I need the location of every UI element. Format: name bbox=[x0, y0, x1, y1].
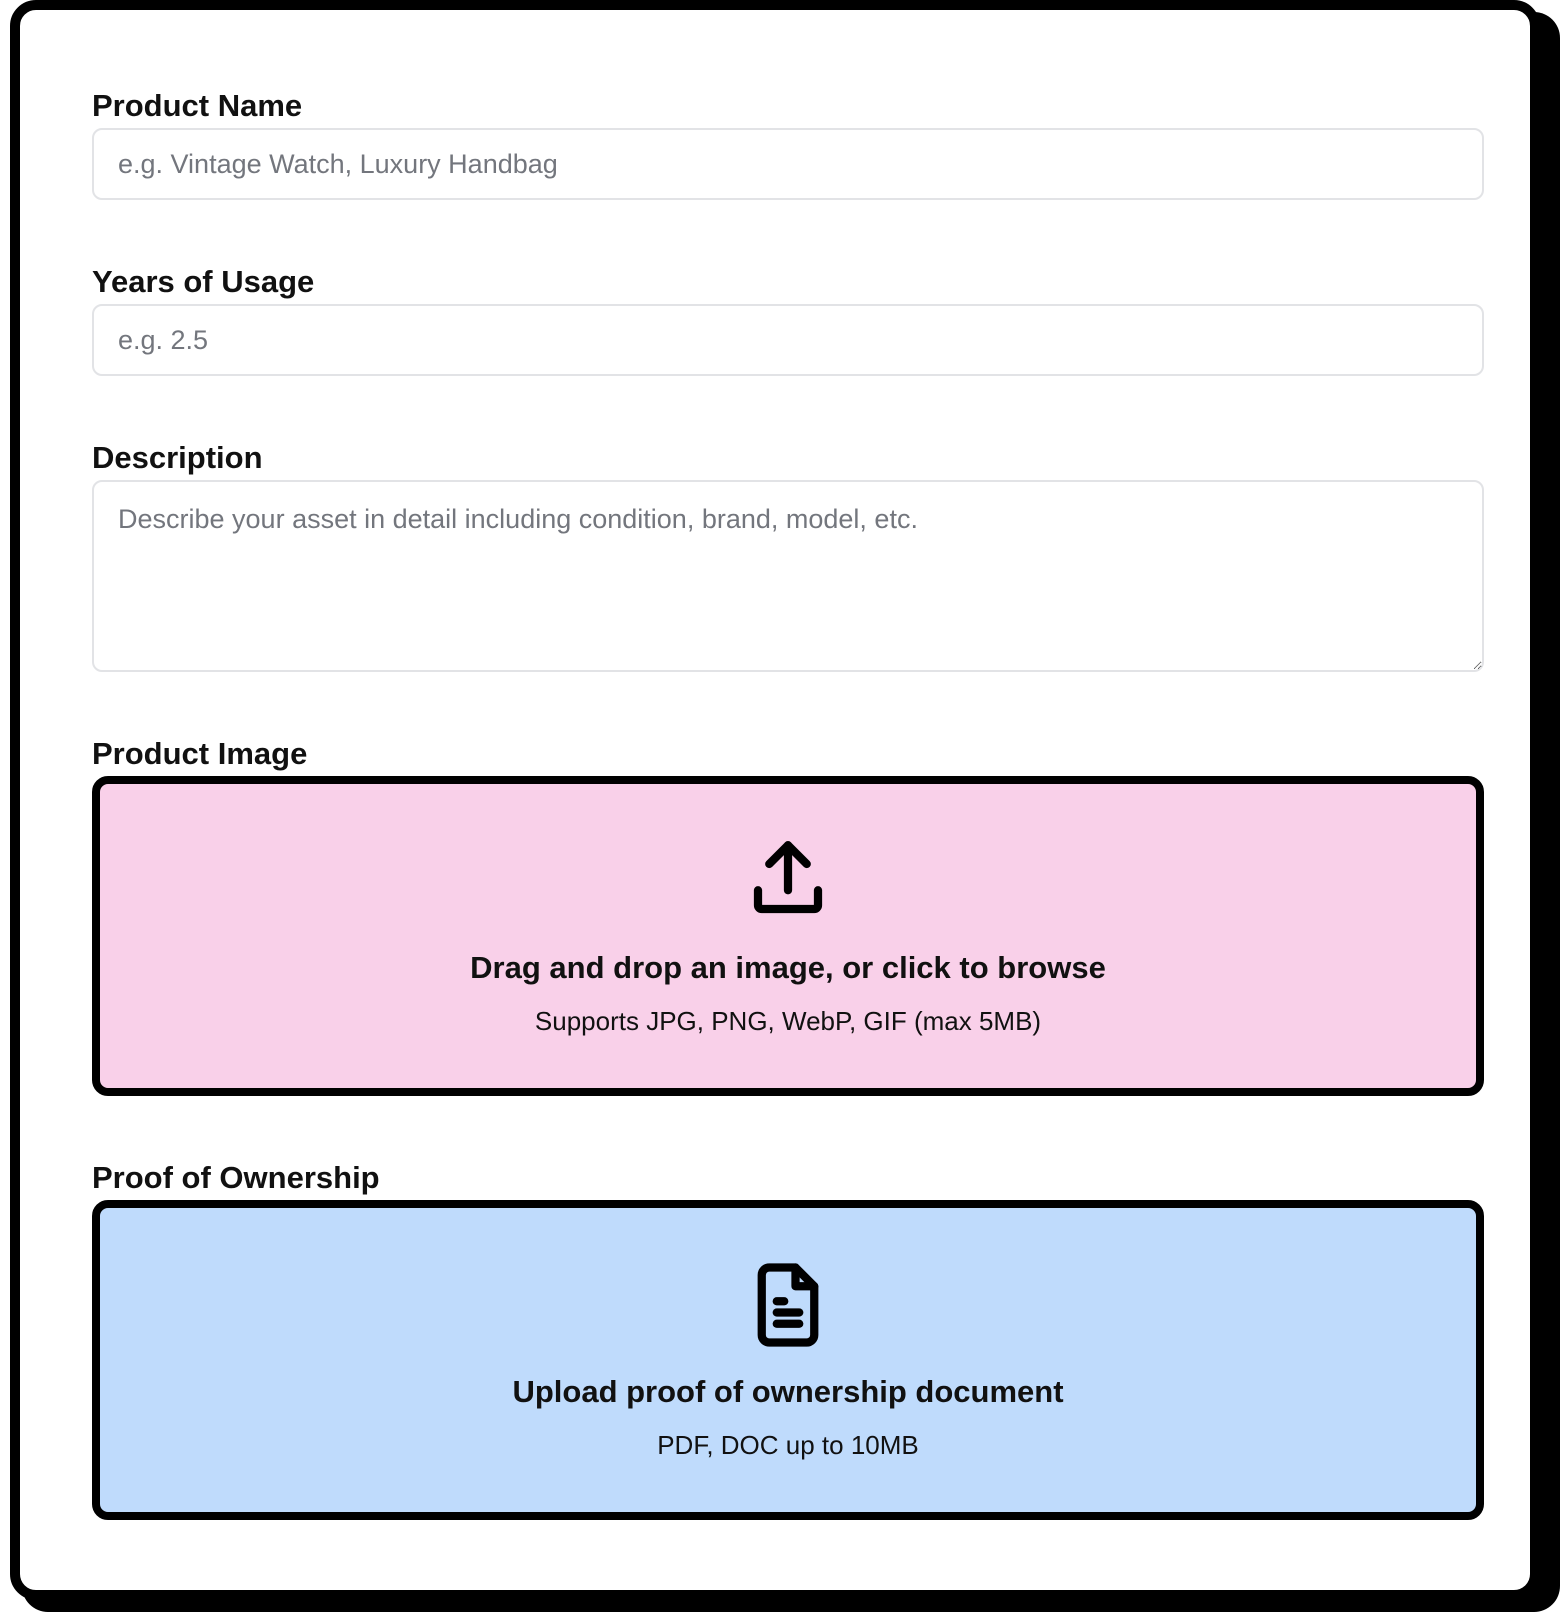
description-label: Description bbox=[92, 440, 263, 475]
document-icon bbox=[743, 1260, 833, 1350]
upload-icon bbox=[743, 834, 833, 924]
proof-of-ownership-dropzone[interactable] bbox=[92, 1200, 1484, 1520]
years-of-usage-label: Years of Usage bbox=[92, 264, 315, 299]
years-of-usage-input[interactable] bbox=[92, 304, 1484, 376]
product-name-label: Product Name bbox=[92, 88, 303, 123]
proof-of-ownership-dropzone-subtitle: PDF, DOC up to 10MB bbox=[657, 1430, 919, 1460]
proof-of-ownership-dropzone-title: Upload proof of ownership document bbox=[512, 1374, 1064, 1409]
product-image-dropzone[interactable] bbox=[92, 776, 1484, 1096]
description-textarea[interactable] bbox=[92, 480, 1484, 672]
product-image-label: Product Image bbox=[92, 736, 308, 771]
product-image-dropzone-title: Drag and drop an image, or click to browse bbox=[470, 950, 1106, 985]
proof-of-ownership-label: Proof of Ownership bbox=[92, 1160, 380, 1195]
product-image-dropzone-subtitle: Supports JPG, PNG, WebP, GIF (max 5MB) bbox=[534, 1006, 1042, 1036]
product-name-input[interactable] bbox=[92, 128, 1484, 200]
asset-form-card bbox=[10, 0, 1540, 1600]
